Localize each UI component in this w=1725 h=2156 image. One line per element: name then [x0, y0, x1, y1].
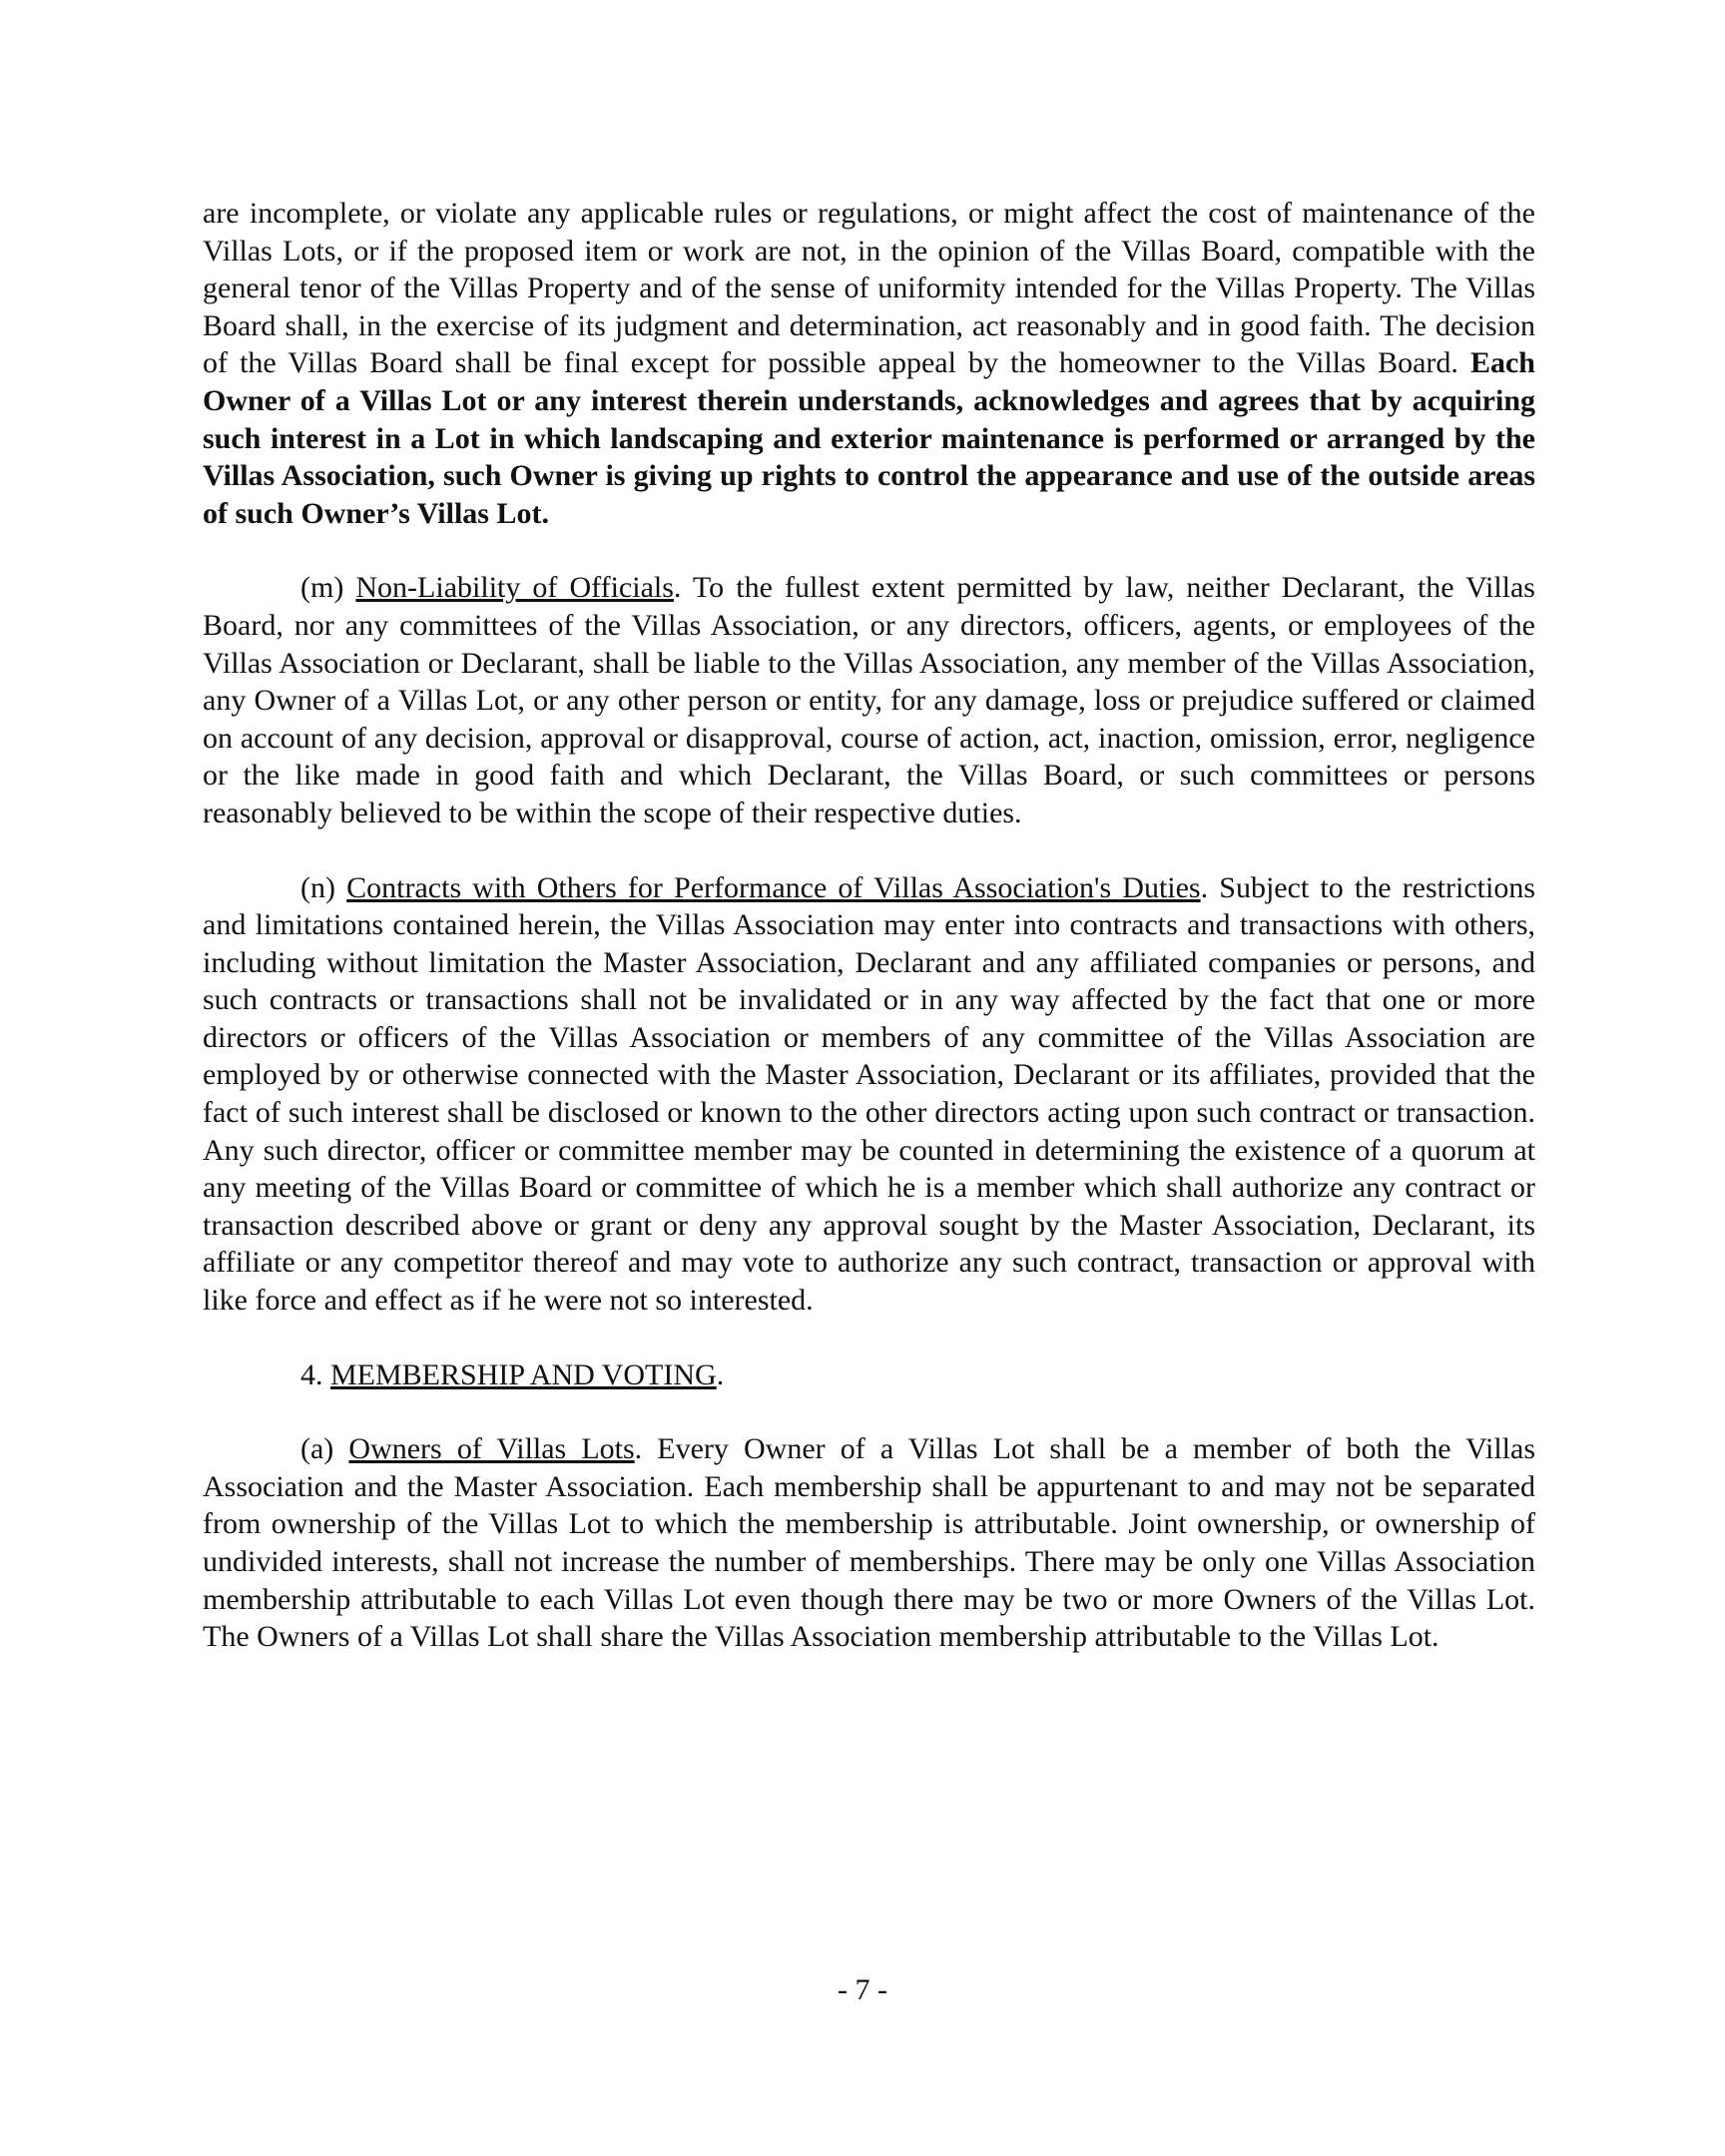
- section-m-non-liability: [203, 569, 1535, 831]
- section-4a-owners: [203, 1430, 1535, 1656]
- paragraph-continuation: [203, 195, 1535, 532]
- section-m-title: Non-Liability of Officials: [355, 571, 674, 605]
- section-n-label: (n): [300, 870, 347, 904]
- section-4-number: 4.: [300, 1357, 330, 1391]
- section-4a-title: Owners of Villas Lots: [348, 1432, 635, 1466]
- section-n-text: . Subject to the restrictions and limitations contained herein, the Villas Association may enter into contracts and transactions with others, including without limitation the Master Association, Declarant and any affiliated companies or persons, and such contracts or transactions shall not be invalidated or in any way affected by the fact that one or more directors or officers of the Villas Association or members of any committee of the Villas Association are employed by or otherwise connected with the Master Association, Declarant or its affiliates, provided that the fact of such interest shall be disclosed or known to the other directors acting upon such contract or transaction. Any such director, officer or committee member may be counted in determining the existence of a quorum at any meeting of the Villas Board or committee of which he is a member which shall authorize any contract or transaction described above or grant or deny any approval sought by the Master Association, Declarant, its affiliate or any competitor thereof and may vote to authorize any such contract, transaction or approval with like force and effect as if he were not so interested.: [203, 870, 1535, 1318]
- page-number: - 7 -: [838, 1973, 887, 2006]
- section-4-heading: [203, 1356, 1535, 1394]
- section-4-title: MEMBERSHIP AND VOTING: [330, 1357, 717, 1391]
- section-4-suffix: .: [716, 1357, 725, 1391]
- section-n-title: Contracts with Others for Performance of Villas Association's Duties: [346, 870, 1201, 904]
- paragraph-text: are incomplete, or violate any applicable rules or regulations, or might affect the cost of maintenance of the Villas Lots, or if the proposed item or work are not, in the opinion of the Villas Board, compatible with the general tenor of the Villas Property and of the sense of uniformity intended for the Villas Property. The Villas Board shall, in the exercise of its judgment and determination, act reasonably and in good faith. The decision of the Villas Board shall be final except for possible appeal by the homeowner to the Villas Board.: [203, 197, 1535, 380]
- section-4a-label: (a): [300, 1432, 349, 1466]
- paragraph-bold-acknowledgement: Each Owner of a Villas Lot or any interest therein understands, acknowledges and agrees that by acquiring such interest in a Lot in which landscaping and exterior maintenance is performed or arranged by the Villas Association, such Owner is giving up rights to control the appearance and use of the outside areas of such Owner’s Villas Lot.: [203, 346, 1535, 530]
- document-page: [203, 195, 1535, 1693]
- section-m-text: . To the fullest extent permitted by law, neither Declarant, the Villas Board, nor any committees of the Villas Association, or any directors, officers, agents, or employees of the Villas Association or Declarant, shall be liable to the Villas Association, any member of the Villas Association, any Owner of a Villas Lot, or any other person or entity, for any damage, loss or prejudice suffered or claimed on account of any decision, approval or disapproval, course of action, act, inaction, omission, error, negligence or the like made in good faith and which Declarant, the Villas Board, or such committees or persons reasonably believed to be within the scope of their respective duties.: [203, 571, 1535, 829]
- section-4a-text: . Every Owner of a Villas Lot shall be a member of both the Villas Association and the Master Association. Each membership shall be appurtenant to and may not be separated from ownership of the Villas Lot to which the membership is attributable. Joint ownership, or ownership of undivided interests, shall not increase the number of memberships. There may be only one Villas Association membership attributable to each Villas Lot even though there may be two or more Owners of the Villas Lot. The Owners of a Villas Lot shall share the Villas Association membership attributable to the Villas Lot.: [203, 1432, 1536, 1654]
- section-m-label: (m): [300, 571, 356, 605]
- section-n-contracts: [203, 869, 1535, 1320]
